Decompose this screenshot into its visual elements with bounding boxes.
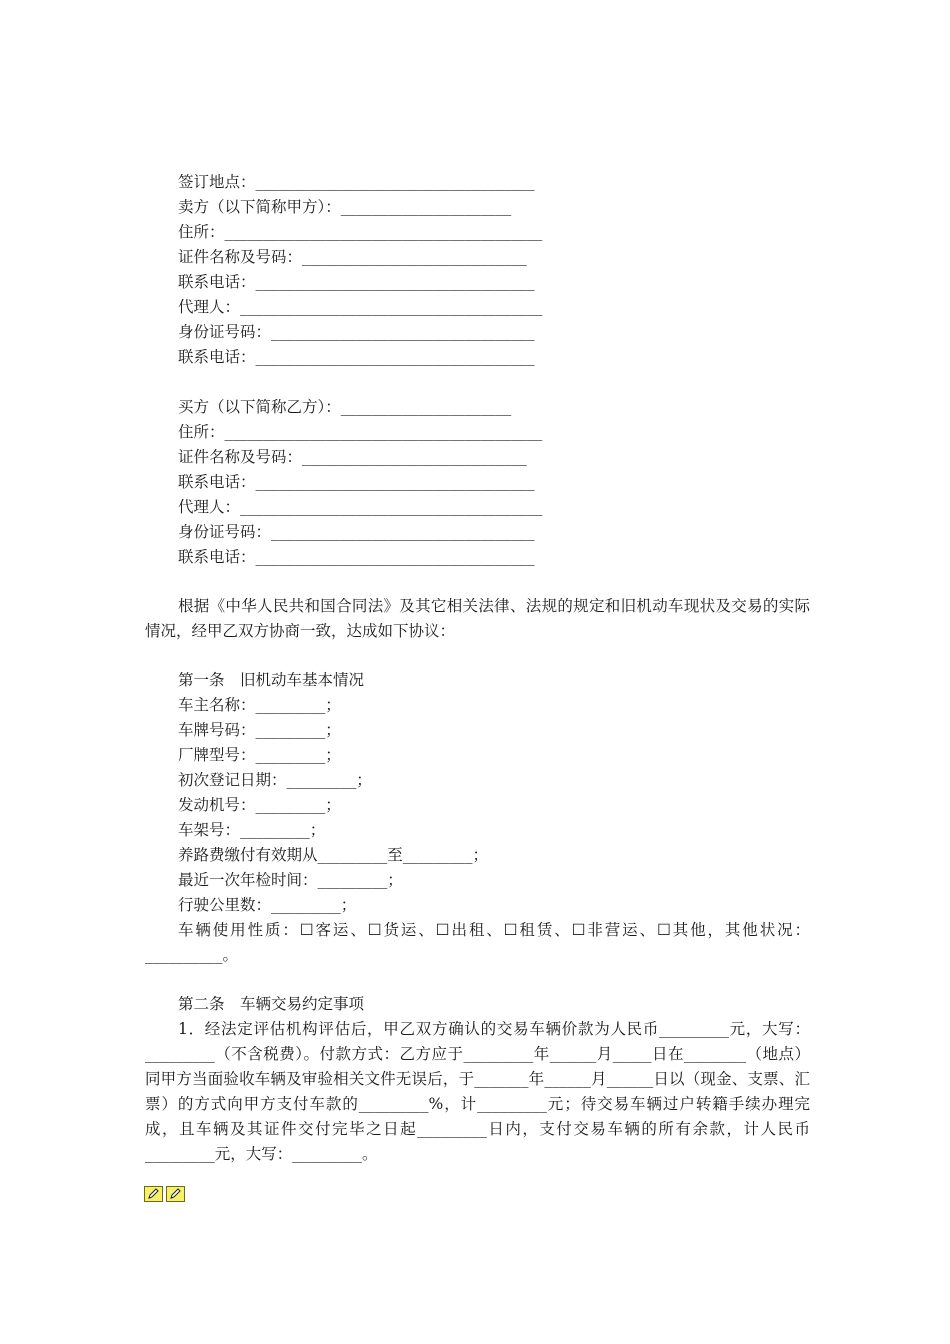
field-buyer-agent-phone: 联系电话：____________________________________: [178, 548, 535, 566]
field-buyer: 买方（以下简称乙方）：______________________: [178, 398, 512, 416]
article1-road-fee-period: 养路费缴付有效期从_________至_________；: [178, 846, 489, 864]
pencil-icon[interactable]: [144, 1186, 163, 1202]
field-seller-id-number: 身份证号码：__________________________________: [178, 323, 535, 341]
field-buyer-id-number: 身份证号码：__________________________________: [178, 523, 535, 541]
field-seller-agent-phone: 联系电话：____________________________________: [178, 348, 535, 366]
article1-engine-number: 发动机号：_________；: [178, 796, 341, 814]
field-buyer-phone: 联系电话：____________________________________: [178, 473, 535, 491]
field-buyer-id-doc: 证件名称及号码：_____________________________: [178, 448, 527, 466]
pencil-icon[interactable]: [166, 1186, 185, 1202]
icon-strip: [144, 1186, 185, 1202]
article1-usage-nature: 车辆使用性质：☐客运、☐货运、☐出租、☐租赁、☐非营运、☐其他，其他状况：__________。: [145, 921, 810, 964]
field-signing-place: 签订地点：____________________________________: [178, 173, 535, 191]
field-buyer-agent: 代理人：_______________________________________: [178, 498, 543, 516]
field-seller-agent: 代理人：_______________________________________: [178, 298, 543, 316]
article1-mileage: 行驶公里数：_________；: [178, 896, 357, 914]
article1-first-registration: 初次登记日期：_________；: [178, 771, 372, 789]
field-seller: 卖方（以下简称甲方）：______________________: [178, 198, 512, 216]
article1-title: 第一条 旧机动车基本情况: [178, 671, 365, 689]
field-buyer-address: 住所：_________________________________________: [178, 423, 543, 441]
article1-last-inspection: 最近一次年检时间：_________；: [178, 871, 403, 889]
article1-frame-number: 车架号：_________；: [178, 821, 326, 839]
field-seller-address: 住所：_________________________________________: [178, 223, 543, 241]
field-seller-phone: 联系电话：____________________________________: [178, 273, 535, 291]
article1-model: 厂牌型号：_________；: [178, 746, 341, 764]
field-seller-id-doc: 证件名称及号码：_____________________________: [178, 248, 527, 266]
article2-clause1: 1．经法定评估机构评估后，甲乙双方确认的交易车辆价款为人民币_________元，大写：_________（不含税费）。付款方式：乙方应于_________年______月_____日在________（地点）同甲方当面验收车辆及审验相关文件无误后，于_______年______月______日以（现金、支票、汇票）的方式向甲方支付车款的_________%，计_________元；待交易车辆过户转籍手续办理完成，且车辆及其证件交付完毕之日起_________日内，支付交易车辆的所有余款，计人民币_________元，大写：_________。: [145, 1020, 810, 1163]
article1-owner-name: 车主名称：_________；: [178, 696, 341, 714]
intro-paragraph: 根据《中华人民共和国合同法》及其它相关法律、法规的规定和旧机动车现状及交易的实际情况，经甲乙双方协商一致，达成如下协议：: [145, 597, 810, 640]
article2-title: 第二条 车辆交易约定事项: [178, 995, 365, 1013]
article1-plate-number: 车牌号码：_________；: [178, 721, 341, 739]
